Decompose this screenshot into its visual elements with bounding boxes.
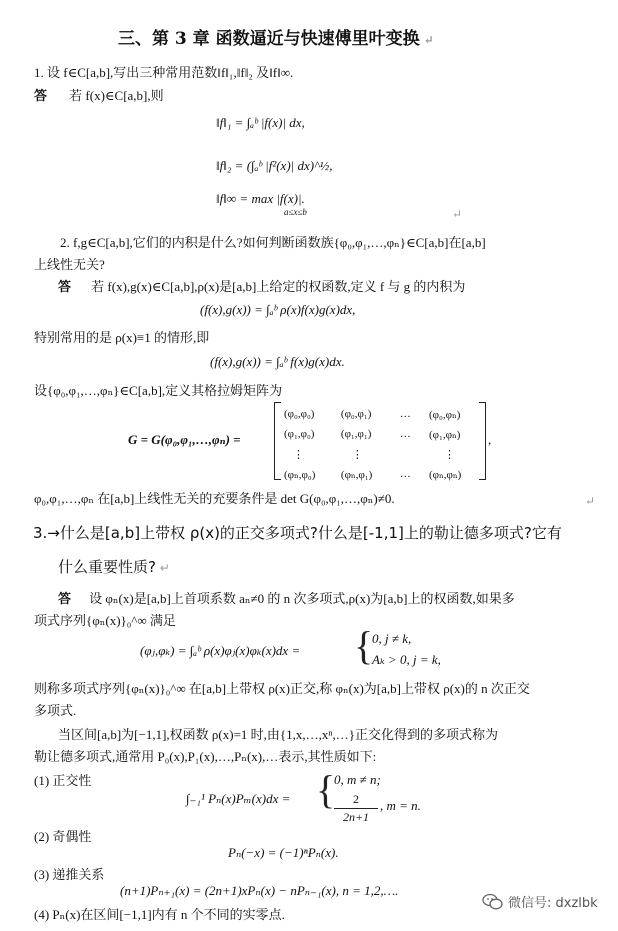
- answer-label: 答: [58, 280, 72, 295]
- property-3-title: (3) 递推关系: [34, 867, 105, 882]
- left-brace: {: [316, 767, 336, 812]
- matrix-cell: …: [399, 428, 411, 440]
- answer-label: 答: [34, 89, 48, 104]
- orthogonal-definition-line2: 多项式.: [34, 703, 77, 718]
- q3-question-line2-text: 什么重要性质?: [58, 558, 156, 576]
- matrix-cell: [399, 444, 428, 464]
- gram-matrix: [274, 402, 486, 480]
- matrix-cell: (φ₁,φ₀): [284, 428, 315, 440]
- legendre-definition-line1: 当区间[a,b]为[−1,1],权函数 ρ(x)=1 时,由{1,x,…,xⁿ,…}正交化得到的多项式称为: [58, 727, 498, 742]
- matrix-cell: (φₙ,φ₀): [284, 468, 316, 481]
- orthogonality-case-unequal: 0, j ≠ k,: [372, 631, 412, 646]
- property-1-lhs: ∫₋₁¹ Pₙ(x)Pₘ(x)dx =: [186, 791, 291, 806]
- weighted-inner-product: (f(x),g(x)) = ∫ₐᵇ ρ(x)f(x)g(x)dx,: [200, 302, 356, 317]
- matrix-row: [283, 424, 485, 444]
- q3-answer-line1: [58, 588, 515, 607]
- matrix-cell: (φ₁,φₙ): [429, 428, 461, 441]
- fraction-denominator: 2n+1: [342, 810, 370, 824]
- gram-matrix-table: [283, 404, 485, 484]
- orthogonality-case-equal: Aₖ > 0, j = k,: [372, 652, 441, 667]
- property-3-formula: (n+1)Pₙ₊₁(x) = (2n+1)xPₙ(x) − nPₙ₋₁(x), n = 1,2,….: [120, 883, 399, 898]
- matrix-row: [283, 444, 485, 464]
- norm-2-formula: ‖f‖₂ = (∫ₐᵇ |f²(x)| dx)^½,: [216, 158, 333, 173]
- matrix-comma: ,: [488, 432, 492, 447]
- orthogonal-definition-line1: 则称多项式序列{φₙ(x)}₀^∞ 在[a,b]上带权 ρ(x)正交,称 φₙ(x)为[a,b]上带权 ρ(x)的 n 次正交: [34, 681, 530, 696]
- q1-question: 1. 设 f∈C[a,b],写出三种常用范数‖f‖₁,‖f‖₂ 及‖f‖∞.: [34, 65, 294, 80]
- property-1-case-equal: , m = n.: [380, 798, 421, 813]
- matrix-cell: (φ₀,φₙ): [429, 408, 461, 421]
- answer-text: 设 φₙ(x)是[a,b]上首项系数 aₙ≠0 的 n 次多项式,ρ(x)为[a,b]上的权函数,如果多: [89, 591, 515, 606]
- matrix-cell: (φ₀,φ₁): [340, 408, 372, 420]
- norm-inf-formula: ‖f‖∞ = max |f(x)|.: [216, 191, 305, 206]
- matrix-cell: (φ₀,φ₀): [284, 408, 315, 420]
- property-1-title: (1) 正交性: [34, 773, 92, 788]
- legendre-definition-line2: 勒让德多项式,通常用 P₀(x),P₁(x),…,Pₙ(x),…表示,其性质如下:: [34, 749, 377, 764]
- fraction: [334, 792, 378, 825]
- wechat-watermark: [482, 892, 598, 911]
- matrix-cell: …: [399, 408, 411, 420]
- matrix-cell: ⋮: [444, 448, 455, 461]
- q3-answer-line2: 项式序列{φₙ(x)}₀^∞ 满足: [34, 613, 176, 628]
- property-1-case-unequal: 0, m ≠ n;: [334, 772, 381, 787]
- special-case-text: 特别常用的是 ρ(x)≡1 的情形,即: [34, 330, 210, 345]
- page-title: 三、第 3 章 函数逼近与快速傅里叶变换 ↵: [118, 29, 434, 49]
- q3-question-line2: 什么重要性质? ↵: [58, 558, 170, 576]
- matrix-cell: (φ₁,φ₁): [340, 428, 372, 440]
- q3-question-line1: 3.→什么是[a,b]上带权 ρ(x)的正交多项式?什么是[-1,1]上的勒让德多项式?它有: [33, 524, 562, 542]
- norm-inf-subscript: a≤x≤b: [284, 207, 307, 217]
- paragraph-mark: ↵: [452, 207, 463, 221]
- norm-1-formula: ‖f‖₁ = ∫ₐᵇ |f(x)| dx,: [216, 115, 305, 130]
- answer-text: 若 f(x)∈C[a,b],则: [69, 88, 164, 103]
- linear-independence-condition: φ₀,φ₁,…,φₙ 在[a,b]上线性无关的充要条件是 det G(φ₀,φ₁,…,φₙ)≠0.: [34, 491, 395, 506]
- matrix-cell: ⋮: [351, 448, 363, 461]
- gram-intro: 设{φ₀,φ₁,…,φₙ}∈C[a,b],定义其格拉姆矩阵为: [34, 383, 283, 398]
- q2-question-line2: 上线性无关?: [34, 257, 105, 272]
- fraction-bar: [334, 808, 378, 809]
- paragraph-mark: ↵: [585, 494, 596, 508]
- matrix-cell: (φₙ,φₙ): [429, 468, 462, 481]
- watermark-text: 微信号: dxzlbk: [508, 896, 598, 911]
- answer-text: 若 f(x),g(x)∈C[a,b],ρ(x)是[a,b]上给定的权函数,定义 f 与 g 的内积为: [91, 279, 466, 294]
- wechat-icon: [482, 893, 504, 911]
- q2-answer: [58, 276, 465, 295]
- property-4: (4) Pₙ(x)在区间[−1,1]内有 n 个不同的实零点.: [34, 907, 285, 922]
- property-2-title: (2) 奇偶性: [34, 829, 92, 844]
- plain-inner-product: (f(x),g(x)) = ∫ₐᵇ f(x)g(x)dx.: [210, 354, 345, 369]
- q2-question-line1: 2. f,g∈C[a,b],它们的内积是什么?如何判断函数族{φ₀,φ₁,…,φₙ}∈C[a,b]在[a,b]: [60, 235, 486, 250]
- matrix-cell: (φₙ,φ₁): [340, 468, 373, 481]
- matrix-row: [283, 404, 485, 424]
- orthogonality-lhs: (φⱼ,φₖ) = ∫ₐᵇ ρ(x)φⱼ(x)φₖ(x)dx =: [140, 643, 301, 658]
- matrix-cell: …: [399, 468, 411, 480]
- left-brace: {: [354, 623, 374, 668]
- property-2-formula: Pₙ(−x) = (−1)ⁿPₙ(x).: [228, 845, 339, 860]
- q1-answer: [34, 85, 164, 104]
- answer-label: 答: [58, 592, 72, 607]
- matrix-cell: ⋮: [293, 448, 304, 461]
- matrix-row: [283, 464, 485, 484]
- fraction-numerator: 2: [353, 792, 359, 806]
- gram-lhs: G = G(φ₀,φ₁,…,φₙ) =: [128, 432, 241, 447]
